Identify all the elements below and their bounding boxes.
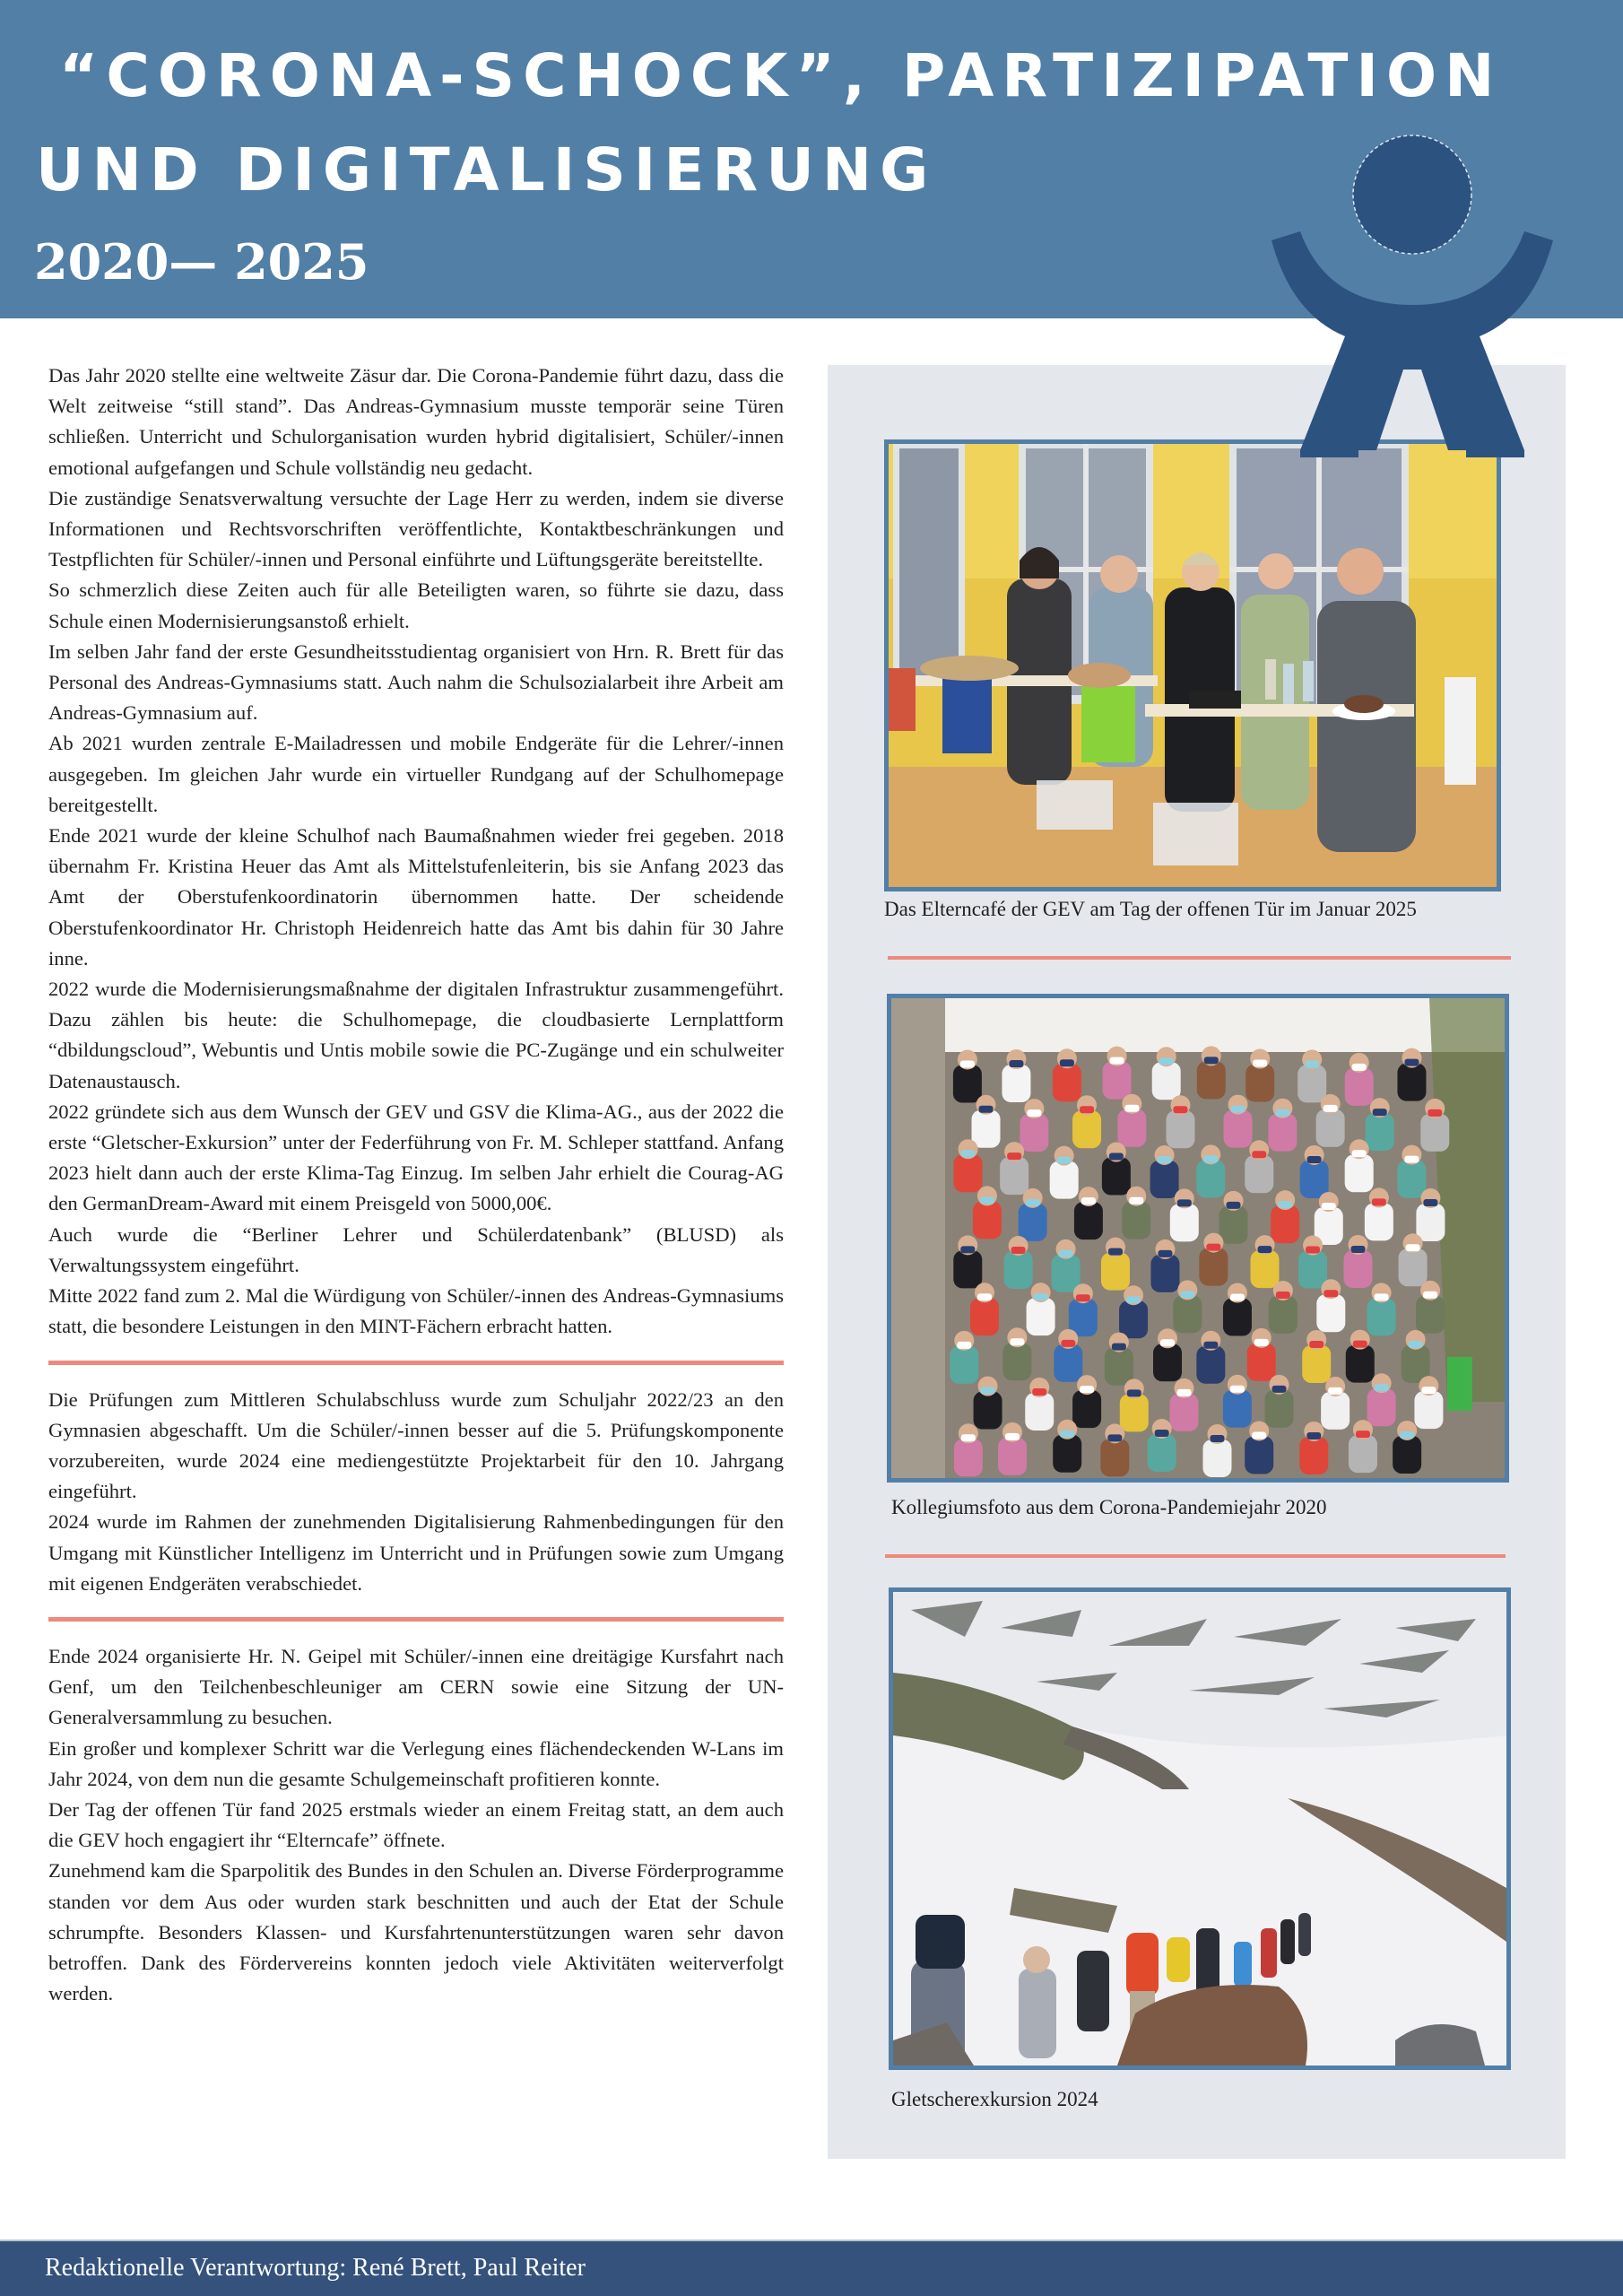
crowd-person-body	[1020, 1114, 1048, 1152]
crowd-person-mask	[1127, 1389, 1141, 1396]
crowd-person-body	[1223, 1390, 1252, 1428]
crowd-person-body	[1054, 1344, 1082, 1382]
crowd-person-body	[1345, 1154, 1374, 1192]
crowd-person-mask	[1059, 1250, 1073, 1257]
crowd-person-mask	[977, 1293, 992, 1300]
crowd-person-body	[1416, 1204, 1445, 1241]
crowd-person-mask	[1129, 1197, 1143, 1205]
crowd-person-body	[1366, 1113, 1394, 1151]
article-paragraph: Ab 2021 wurden zentrale E-Mailadressen und mobile Endgeräte für die Lehrer/-innen ausgegeben. Im gleichen Jahr wurde ein virtueller Rundgang auf der Schulhomepage bereitgestellt.	[48, 732, 784, 816]
crowd-person-mask	[957, 1342, 971, 1349]
crowd-person-mask	[1373, 1109, 1387, 1116]
crowd-person-mask	[1307, 1156, 1322, 1163]
page-title-line-1: “CORONA-SCHOCK”, PARTIZIPATION	[59, 41, 1503, 110]
crowd-person-body	[1316, 1109, 1345, 1147]
crowd-person-mask	[1060, 1431, 1074, 1438]
crowd-person-mask	[1404, 1156, 1419, 1163]
crowd-person-body	[1420, 1114, 1449, 1152]
crowd-person-mask	[981, 1387, 995, 1395]
crowd-person-mask	[1076, 1294, 1090, 1301]
crowd-person-body	[1224, 1110, 1253, 1148]
article-paragraph: 2022 gründete sich aus dem Wunsch der GEV und GSV die Klima-AG., aus der 2022 die erste “Gletscher-Exkursion” unter der Federführung von Fr. M. Schleper stattfand. Anfang 2023 hielt dann auch der erste Klima-Tag Einzug. Im selben Jahr erhielt die Courag-AG den GermanDream-Award mit einem Preisgeld von 5000,00€.	[48, 1100, 784, 1215]
crowd-person-mask	[1306, 1247, 1320, 1254]
editorial-credit: Redaktionelle Verantwortung: René Brett, Paul Reiter	[45, 2254, 586, 2282]
crowd-person-mask	[1230, 1386, 1245, 1393]
crowd-person-mask	[1322, 1203, 1336, 1210]
crowd-person-mask	[961, 1434, 976, 1441]
crowd-person-body	[1074, 1202, 1103, 1239]
crowd-person-body	[1299, 1437, 1328, 1474]
crowd-person-mask	[960, 1060, 975, 1067]
crowd-person-body	[1148, 1434, 1176, 1472]
crowd-person-mask	[1309, 1341, 1324, 1348]
crowd-person-mask	[1254, 1339, 1269, 1346]
crowd-person-body	[1247, 1344, 1276, 1381]
crowd-person-mask	[1206, 1244, 1220, 1251]
crowd-person-body	[1344, 1250, 1373, 1288]
crowd-person-body	[1053, 1064, 1081, 1101]
article-paragraph: Zunehmend kam die Sparpolitik des Bundes in den Schulen an. Diverse Förderprogramme standen vor dem Aus oder wurden stark beschnitten und auch der Etat der Schule schrumpfte. Besonders Klassen- und Kursfahrtenunterstützungen waren sehr davon betroffen. Dank des Fördervereins konnten jedoch viele Aktivitäten weiterverfolgt werden.	[48, 1859, 784, 2005]
crowd-person-body	[1050, 1161, 1079, 1199]
crowd-person-mask	[1324, 1105, 1338, 1112]
crowd-person-body	[1100, 1439, 1129, 1476]
crowd-person-mask	[1080, 1386, 1094, 1393]
crowd-person-body	[1002, 1343, 1031, 1380]
crowd-person-mask	[1306, 1432, 1321, 1439]
crowd-person-mask	[1351, 1246, 1366, 1253]
crowd-person-body	[1173, 1295, 1202, 1333]
crowd-person-mask	[1124, 1105, 1139, 1112]
crowd-person-body	[1153, 1344, 1182, 1381]
crowd-person-body	[1298, 1065, 1326, 1102]
crowd-person-mask	[1159, 1057, 1174, 1065]
crowd-person-body	[1166, 1110, 1194, 1148]
article-paragraph: 2024 wurde im Rahmen der zunehmenden Digitalisierung Rahmenbedingungen für den Umgang mit Künstlicher Intelligenz im Unterricht und in Prüfungen sowie zum Umgang mit eigenen Endgeräten verabschiedet.	[48, 1510, 784, 1595]
crowd-person-body	[1199, 1248, 1228, 1286]
crowd-person-mask	[1372, 1198, 1386, 1205]
crowd-person-body	[1019, 1204, 1047, 1241]
crowd-person-body	[1004, 1251, 1033, 1289]
crowd-person-body	[1102, 1158, 1131, 1196]
crowd-person-mask	[1353, 1341, 1367, 1348]
article-section-3	[48, 1641, 784, 2009]
article-paragraph: Auch wurde die “Berliner Lehrer und Schülerdatenbank” (BLUSD) als Verwaltungssystem eingeführt.	[48, 1222, 784, 1276]
crowd-person-mask	[1112, 1344, 1126, 1351]
crowd-person-mask	[1160, 1339, 1175, 1346]
crowd-person-body	[1202, 1439, 1231, 1477]
crowd-person-body	[1117, 1109, 1146, 1147]
crowd-person-body	[1268, 1114, 1297, 1152]
crowd-person-mask	[1276, 1292, 1290, 1299]
crowd-person-mask	[1005, 1433, 1020, 1440]
footer-bar	[0, 2239, 1623, 2296]
crowd-person-body	[1245, 1155, 1273, 1193]
crowd-person-body	[1170, 1204, 1199, 1241]
article-paragraph: Die zuständige Senatsverwaltung versuchte der Lage Herr zu werden, indem sie diverse Informationen und Rechtsvorschriften veröffentlichte, Kontaktbeschränkungen und Testpflichten für Schüler/-innen und Personal einführte und Lüftungsgeräte bereitstellte.	[48, 486, 784, 571]
crowd-person-mask	[1176, 1389, 1191, 1396]
crowd-person-body	[1119, 1300, 1148, 1338]
crowd-person-body	[1349, 1435, 1377, 1473]
crowd-person-mask	[1352, 1150, 1367, 1157]
crowd-person-mask	[1180, 1291, 1194, 1298]
year-range: 2020— 2025	[34, 233, 369, 291]
section-divider	[48, 1361, 784, 1365]
crowd-person-mask	[1203, 1342, 1218, 1349]
crowd-person-mask	[1356, 1431, 1370, 1438]
crowd-person-body	[1365, 1203, 1393, 1240]
crowd-person-mask	[1010, 1338, 1024, 1345]
crowd-person-mask	[1057, 1157, 1072, 1164]
article-section-1	[48, 361, 784, 1343]
crowd-person-mask	[1007, 1152, 1021, 1160]
crowd-person-body	[1150, 1161, 1179, 1198]
crowd-person-body	[1000, 1157, 1028, 1195]
crowd-person-body	[1367, 1388, 1396, 1426]
crowd-person-mask	[979, 1106, 994, 1113]
crowd-person-mask	[980, 1196, 994, 1204]
crowd-person-mask	[1080, 1106, 1094, 1113]
crowd-person-mask	[1173, 1106, 1187, 1113]
crowd-person-mask	[1423, 1292, 1437, 1299]
gletscher-photo	[889, 1587, 1511, 2070]
crowd-person-mask	[1026, 1199, 1040, 1206]
article-paragraph: Mitte 2022 fand zum 2. Mal die Würdigung von Schüler/-innen des Andreas-Gymnasiums statt, die besondere Leistungen in den MINT-Fächern erbracht hatten.	[48, 1284, 784, 1338]
article-paragraph: Das Jahr 2020 stellte eine weltweite Zäsur dar. Die Corona-Pandemie führt dazu, dass die Welt zeitweise “still stand”. Das Andreas-Gymnasium musste temporär seine Türen schließen. Unterricht und Schulorganisation wurden hybrid digitalisiert, Schüler/-innen emotional aufgefangen und Schule vollständig neu gedacht.	[48, 364, 784, 479]
crowd-person-body	[1122, 1202, 1150, 1239]
crowd-person-mask	[1210, 1435, 1224, 1442]
crowd-person-body	[1052, 1255, 1081, 1292]
crowd-person-mask	[960, 1246, 975, 1253]
crowd-person-body	[1397, 1161, 1426, 1198]
crowd-person-body	[1105, 1348, 1133, 1386]
article-paragraph: 2022 wurde die Modernisierungsmaßnahme der digitalen Infrastruktur zusammengeführt. Dazu zählen bis heute: die Schulhomepage, die cloudbasierte Lernplattform “dbildungscloud”, Webuntis und Untis mobile sowie die PC-Zugänge und ein schulweiter Datenaustausch.	[48, 978, 784, 1092]
crowd-person-mask	[1227, 1202, 1241, 1209]
crowd-person-mask	[1231, 1106, 1245, 1113]
crowd-person-mask	[1428, 1109, 1442, 1117]
crowd-person-mask	[1110, 1057, 1124, 1065]
crowd-person-body	[1025, 1393, 1054, 1431]
crowd-person-mask	[1126, 1296, 1141, 1303]
crowd-person-body	[1414, 1391, 1443, 1429]
crowd-person-mask	[1409, 1341, 1423, 1348]
photo-caption: Das Elterncafé der GEV am Tag der offenen Tür im Januar 2025	[884, 898, 1417, 920]
crowd-person-mask	[1108, 1248, 1123, 1256]
crowd-person-body	[1269, 1296, 1298, 1334]
crowd-person-body	[1298, 1251, 1327, 1289]
article-paragraph: Im selben Jahr fand der erste Gesundheitsstudientag organisiert von Hrn. R. Brett für das Personal des Andreas-Gymnasiums statt. Auch nahm die Schulsozialarbeit ihre Arbeit am Andreas-Gymnasium auf.	[48, 639, 784, 725]
crowd-person-body	[970, 1298, 999, 1335]
crowd-person-mask	[1252, 1431, 1266, 1439]
crowd-person-body	[953, 1250, 982, 1288]
article-paragraph: Ein großer und komplexer Schritt war die Verlegung eines flächendeckenden W-Lans im Jahr 2024, von dem nun die gesamte Schulgemeinschaft profitieren konnte.	[48, 1736, 784, 1790]
article-paragraph: Die Prüfungen zum Mittleren Schulabschluss wurde zum Schuljahr 2022/23 an den Gymnasien abgeschafft. Um die Schüler/-innen besser auf die 5. Prüfungskomponente vorzubereiten, wurde 2024 eine mediengestützte Projektarbeit für den 10. Jahrgang eingeführt.	[48, 1387, 784, 1503]
crowd-person-mask	[1258, 1246, 1272, 1253]
crowd-person-mask	[1032, 1388, 1046, 1396]
crowd-person-body	[1399, 1248, 1428, 1286]
crowd-person-body	[1196, 1346, 1225, 1384]
crowd-person-body	[1393, 1436, 1421, 1474]
crowd-person-body	[1271, 1205, 1299, 1243]
crowd-person-body	[950, 1346, 978, 1384]
photo-caption: Gletscherexkursion 2024	[891, 2088, 1098, 2110]
crowd-person-mask	[1177, 1199, 1192, 1206]
crowd-person-body	[998, 1438, 1027, 1475]
crowd-person-mask	[1324, 1290, 1338, 1297]
article-body	[48, 361, 784, 2009]
crowd-person-mask	[1011, 1247, 1026, 1254]
elterncafe-photo	[884, 439, 1501, 891]
crowd-person-body	[1346, 1345, 1375, 1383]
crowd-person-mask	[1203, 1155, 1218, 1162]
crowd-person-mask	[1400, 1431, 1414, 1439]
crowd-person-mask	[1034, 1293, 1048, 1300]
crowd-person-mask	[1423, 1199, 1437, 1206]
crowd-person-body	[1072, 1110, 1101, 1148]
crowd-person-body	[1072, 1390, 1101, 1428]
crowd-person-mask	[1060, 1059, 1074, 1066]
crowd-person-mask	[1081, 1197, 1096, 1205]
andreas-gymnasium-logo-icon	[1264, 135, 1560, 457]
crowd-person-body	[1002, 1065, 1030, 1102]
crowd-person-mask	[1404, 1059, 1419, 1066]
article-paragraph: Ende 2024 organisierte Hr. N. Geipel mit Schüler/-innen eine dreitägige Kursfahrt nach Genf, um den Teilchenbeschleuniger am CERN sowie eine Sitzung der UN-Generalversammlung zu besuchen.	[48, 1644, 784, 1729]
crowd-person-body	[1027, 1298, 1055, 1335]
crowd-person-body	[974, 1392, 1002, 1430]
crowd-person-mask	[1109, 1153, 1124, 1161]
crowd-person-body	[1321, 1392, 1350, 1430]
crowd-person-mask	[1406, 1244, 1420, 1251]
crowd-person-body	[1152, 1062, 1181, 1100]
crowd-person-body	[1169, 1394, 1198, 1431]
crowd-person-mask	[1328, 1387, 1342, 1395]
article-section-2	[48, 1385, 784, 1599]
article-paragraph: So schmerzlich diese Zeiten auch für alle Beteiligten waren, so führte sie dazu, dass Schule einen Modernisierungsanstoß erhielt.	[48, 578, 784, 632]
crowd-person-body	[1300, 1161, 1329, 1198]
crowd-person-mask	[1230, 1294, 1245, 1301]
page-title-line-2: UND DIGITALISIERUNG	[36, 135, 937, 204]
crowd-person-body	[1251, 1250, 1280, 1288]
crowd-person-body	[1103, 1062, 1132, 1100]
crowd-person-body	[1150, 1255, 1179, 1292]
crowd-person-body	[1416, 1296, 1445, 1334]
photo-divider	[885, 1554, 1506, 1558]
crowd-person-mask	[1375, 1384, 1389, 1391]
crowd-person-body	[1367, 1298, 1396, 1335]
crowd-person-body	[1101, 1253, 1130, 1291]
crowd-person-mask	[1375, 1293, 1389, 1300]
crowd-person-body	[1053, 1435, 1081, 1473]
crowd-person-mask	[1107, 1434, 1122, 1441]
crowd-person-mask	[1275, 1109, 1289, 1117]
article-paragraph: Ende 2021 wurde der kleine Schulhof nach Baumaßnahmen wieder frei gegeben. 2018 übernahm Fr. Kristina Heuer das Amt als Mittelstufenleiterin, bis sie Anfang 2023 das Amt der Oberstufenkoordinatorin übernommen hatte. Der scheidende Oberstufenkoordinator Hr. Christoph Heidenreich hatte das Amt bis dahin für 30 Jahre inne.	[48, 824, 784, 970]
crowd-person-body	[1219, 1206, 1248, 1244]
kollegium-photo	[887, 994, 1509, 1483]
crowd-person-mask	[1061, 1340, 1075, 1347]
crowd-person-body	[1245, 1065, 1274, 1102]
section-divider	[48, 1617, 784, 1622]
crowd-person-mask	[1252, 1151, 1266, 1158]
crowd-person-mask	[1204, 1057, 1219, 1064]
crowd-person-body	[1397, 1064, 1426, 1101]
crowd-person-body	[1120, 1394, 1149, 1431]
crowd-person-body	[1316, 1294, 1345, 1332]
crowd-person-mask	[1421, 1387, 1436, 1394]
crowd-person-mask	[1278, 1201, 1292, 1208]
crowd-person-body	[954, 1154, 983, 1192]
crowd-person-body	[1265, 1390, 1294, 1428]
photo-caption: Kollegiumsfoto aus dem Corona-Pandemiejahr 2020	[891, 1496, 1327, 1518]
crowd-person-body	[1245, 1436, 1273, 1474]
crowd-person-body	[954, 1439, 983, 1476]
crowd-person-mask	[961, 1150, 976, 1157]
crowd-person-body	[972, 1110, 1001, 1148]
crowd-person-mask	[1158, 1156, 1172, 1163]
crowd-person-body	[973, 1201, 1002, 1239]
crowd-person-body	[1302, 1345, 1331, 1383]
crowd-person-mask	[1305, 1060, 1319, 1067]
crowd-person-body	[1223, 1299, 1252, 1336]
article-paragraph: Der Tag der offenen Tür fand 2025 erstmals wieder an einem Freitag statt, an dem auch die GEV hoch engagiert ihr “Elterncafe” öffnete.	[48, 1797, 784, 1852]
photo-divider	[888, 956, 1511, 960]
crowd-person-mask	[1158, 1250, 1172, 1257]
crowd-person-mask	[1253, 1060, 1267, 1067]
crowd-person-body	[1196, 1160, 1225, 1197]
crowd-person-mask	[1272, 1386, 1287, 1393]
crowd-person-body	[1345, 1068, 1374, 1106]
crowd-person-mask	[1027, 1109, 1041, 1117]
crowd-person-body	[953, 1065, 982, 1102]
crowd-person-mask	[1155, 1430, 1169, 1437]
crowd-person-body	[1197, 1061, 1226, 1099]
crowd-person-mask	[1352, 1064, 1367, 1071]
crowd-person-mask	[1009, 1060, 1023, 1067]
